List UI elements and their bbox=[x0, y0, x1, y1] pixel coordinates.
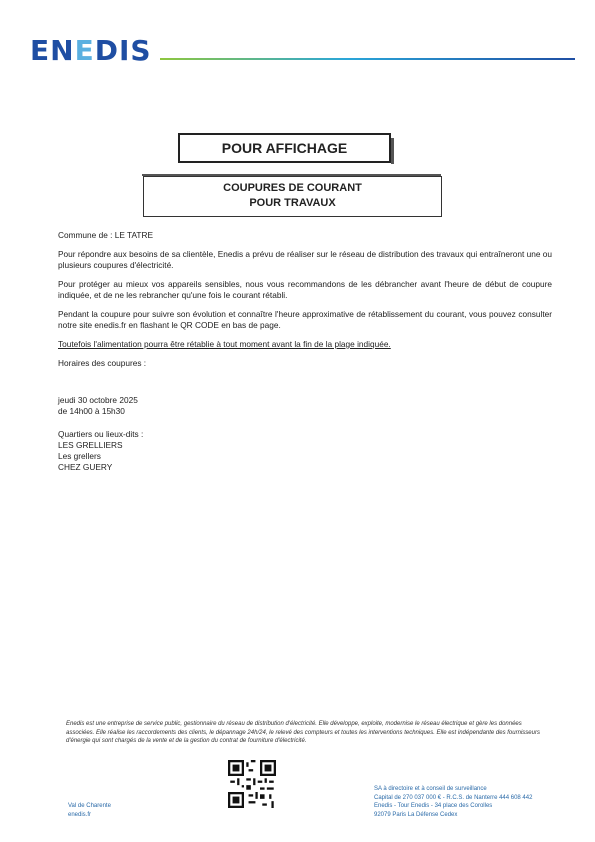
heading-box bbox=[178, 133, 391, 163]
paragraph-follow: Pendant la coupure pour suivre son évolution et connaître l'heure approximative de rétablissement du courant, vous pouvez consulter notre site enedis.fr en flashant le QR CODE en bas de page. bbox=[58, 309, 552, 330]
areas-label: Quartiers ou lieux-dits : bbox=[58, 429, 144, 439]
notice-body bbox=[58, 230, 552, 473]
area-item: Les grellers bbox=[58, 451, 101, 461]
footer-disclaimer: Enedis est une entreprise de service public, gestionnaire du réseau de distribution d'électricité. Elle développe, exploite, modernise le réseau électrique et gère les données associées. Elle réalise les raccordements des clients, le dépannage 24h/24, le relevé des compteurs et toutes les interventions techniques. Elle est indépendante des fournisseurs d'énergie qui sont chargés de la vente et de la gestion du contrat de fourniture d'électricité. bbox=[66, 721, 540, 744]
qr-code-icon[interactable] bbox=[228, 760, 276, 808]
schedule-time: de 14h00 à 15h30 bbox=[58, 406, 125, 416]
footer-legal-line: Capital de 270 037 000 € - R.C.S. de Nanterre 444 608 442 bbox=[374, 794, 533, 801]
page-title: POUR AFFICHAGE bbox=[221, 140, 348, 156]
footer-legal-line: Enedis - Tour Enedis - 34 place des Corolles bbox=[374, 803, 493, 809]
subheading-line-2: POUR TRAVAUX bbox=[249, 197, 336, 209]
enedis-logo: ENEDIS bbox=[30, 34, 152, 67]
footer-legal bbox=[374, 785, 532, 819]
subheading-line-1: COUPURES DE COURANT bbox=[223, 182, 362, 194]
paragraph-intro: Pour répondre aux besoins de sa clientèle, Enedis a prévu de réaliser sur le réseau de distribution des travaux qui entraîneront une ou plusieurs coupures d'électricité. bbox=[58, 249, 552, 270]
hours-label: Horaires des coupures : bbox=[58, 358, 147, 368]
area-item: LES GRELLIERS bbox=[58, 440, 123, 450]
paragraph-protect: Pour protéger au mieux vos appareils sensibles, nous vous recommandons de les débrancher avant l'heure de début de coupure indiquée, et de ne les rebrancher qu'une fois le courant rétabli. bbox=[58, 279, 552, 300]
schedule bbox=[58, 395, 552, 417]
footer-left bbox=[68, 802, 111, 820]
schedule-date: jeudi 30 octobre 2025 bbox=[58, 395, 138, 405]
area-item: CHEZ GUERY bbox=[58, 462, 113, 472]
commune-line: Commune de : LE TATRE bbox=[58, 230, 153, 240]
footer-website-link[interactable]: enedis.fr bbox=[68, 812, 92, 818]
footer-legal-line: 92079 Paris La Défense Cedex bbox=[374, 811, 458, 818]
subheading-box bbox=[143, 176, 442, 217]
footer-legal-line: SA à directoire et à conseil de surveillance bbox=[374, 786, 487, 792]
header-divider bbox=[160, 58, 575, 60]
areas bbox=[58, 429, 552, 473]
restore-notice: Toutefois l'alimentation pourra être rétablie à tout moment avant la fin de la plage indiquée. bbox=[58, 339, 391, 349]
footer-region: Val de Charente bbox=[68, 803, 111, 809]
